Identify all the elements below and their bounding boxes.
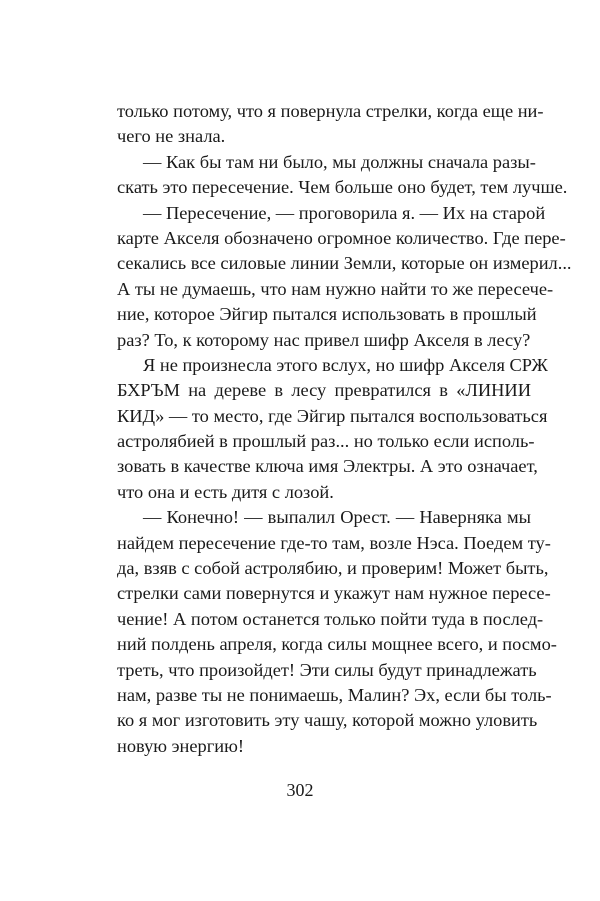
text-line: только потому, что я повернула стрелки, когда еще ни- bbox=[117, 101, 544, 121]
text-line: БХРЪМ на дереве в лесу превратился в «ЛИНИИ bbox=[117, 380, 531, 401]
text-line: зовать в качестве ключа имя Электры. А это означает, bbox=[117, 456, 538, 477]
text-line: астролябией в прошлый раз... но только если исполь- bbox=[117, 431, 535, 452]
text-line: — Конечно! — выпалил Орест. — Наверняка мы bbox=[143, 507, 531, 528]
text-line: А ты не думаешь, что нам нужно найти то же пересече- bbox=[117, 278, 554, 299]
text-line: Я не произнесла этого вслух, но шифр Акселя СРЖ bbox=[143, 354, 548, 375]
text-line: что она и есть дитя с лозой. bbox=[117, 481, 334, 502]
page-number: 302 bbox=[286, 780, 314, 800]
text-line: — Как бы там ни было, мы должны сначала разы- bbox=[143, 151, 536, 172]
text-line: да, взяв с собой астролябию, и проверим! Может быть, bbox=[117, 558, 549, 579]
text-line: нам, разве ты не понимаешь, Малин? Эх, если бы толь- bbox=[117, 684, 552, 705]
body-text bbox=[117, 99, 572, 759]
text-line: секались все силовые линии Земли, которые он измерил... bbox=[117, 253, 572, 274]
text-line: ко я мог изготовить эту чашу, которой можно уловить bbox=[117, 710, 538, 731]
text-line: чего не знала. bbox=[117, 126, 226, 147]
text-line: треть, что произойдет! Эти силы будут принадлежать bbox=[117, 659, 537, 680]
text-line: чение! А потом останется только пойти туда в послед- bbox=[117, 608, 544, 629]
text-line: — Пересечение, — проговорила я. — Их на старой bbox=[143, 202, 546, 223]
text-line: скать это пересечение. Чем больше оно будет, тем лучше. bbox=[117, 177, 568, 198]
text-line: раз? То, к которому нас привел шифр Акселя в лесу? bbox=[117, 329, 531, 350]
text-line: ние, которое Эйгир пытался использовать в прошлый bbox=[117, 304, 537, 325]
text-line: найдем пересечение где-то там, возле Нэса. Поедем ту- bbox=[117, 532, 551, 553]
text-line: карте Акселя обозначено огромное количество. Где пере- bbox=[117, 227, 566, 248]
text-line: новую энергию! bbox=[117, 735, 244, 756]
text-line: КИД» — то место, где Эйгир пытался воспользоваться bbox=[117, 405, 548, 426]
text-line: стрелки сами повернутся и укажут нам нужное пересе- bbox=[117, 583, 551, 604]
text-line: ний полдень апреля, когда силы мощнее всего, и посмо- bbox=[117, 634, 557, 655]
